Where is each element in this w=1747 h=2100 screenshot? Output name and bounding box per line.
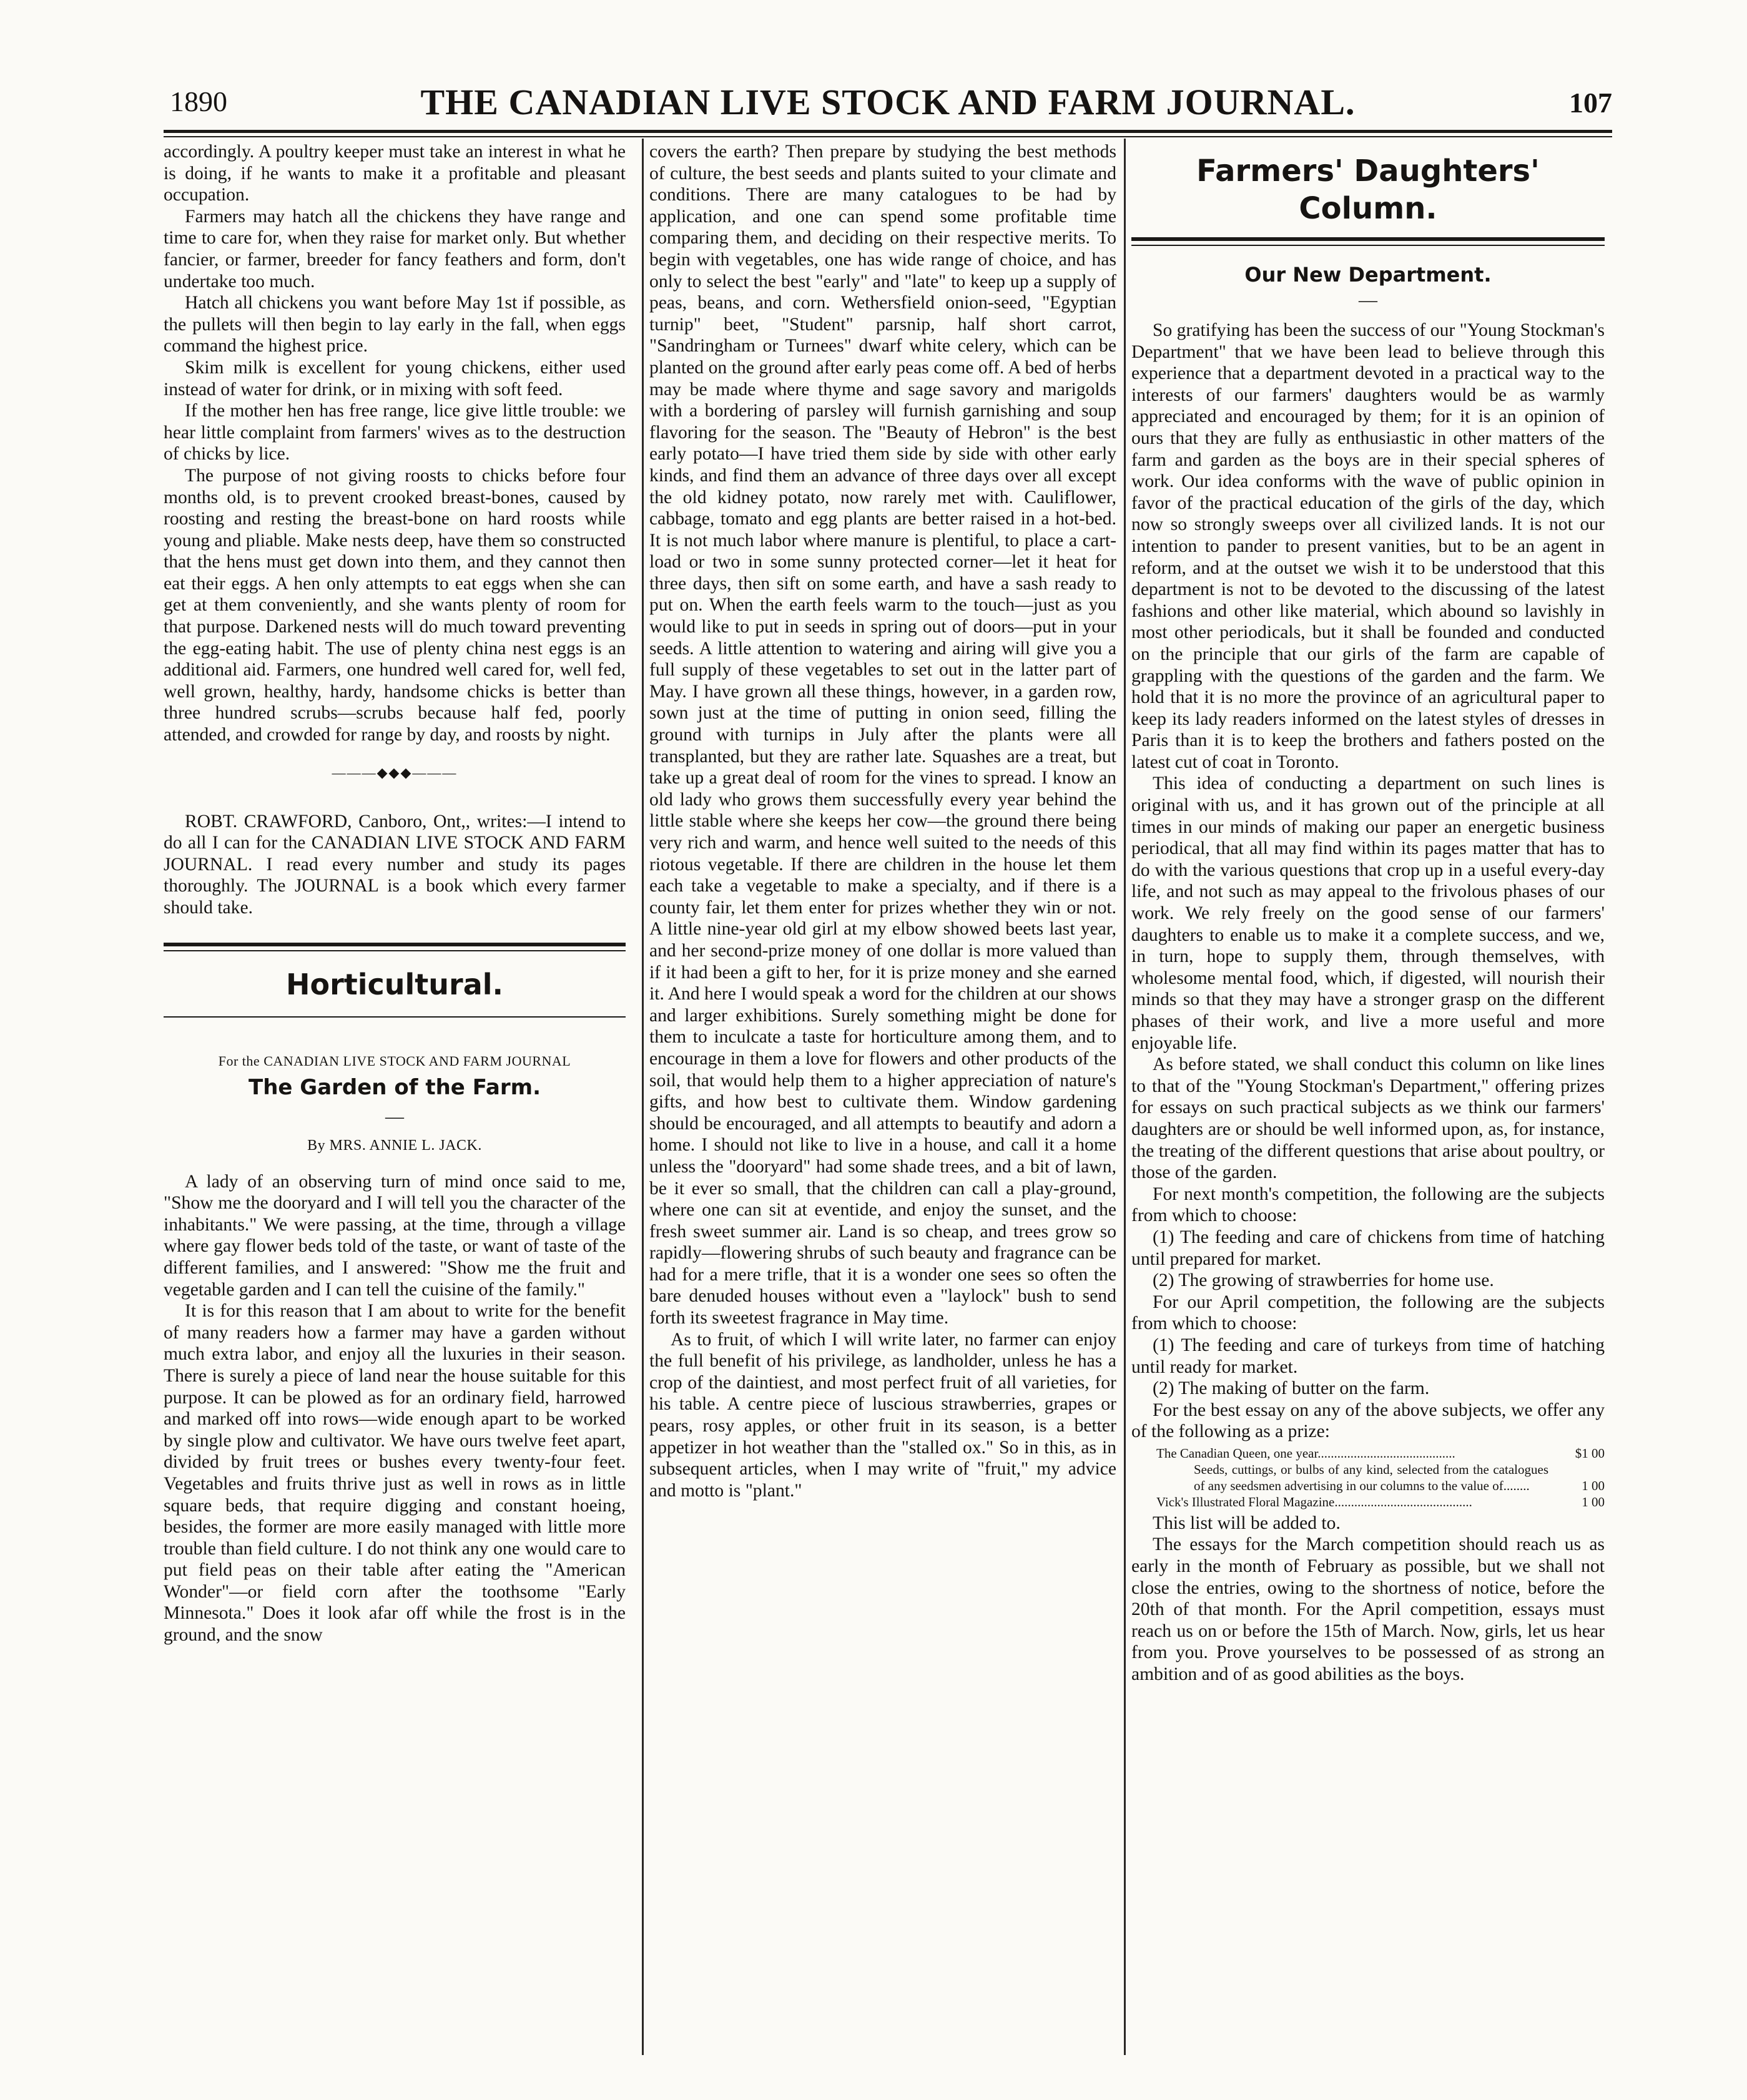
column-2 bbox=[649, 141, 1116, 1501]
article-byline: By MRS. ANNIE L. JACK. bbox=[307, 1137, 482, 1154]
subject-item: (1) The feeding and care of turkeys from time of hatching until ready for market. bbox=[1131, 1335, 1605, 1377]
page-number: 107 bbox=[1569, 87, 1612, 119]
prize-value: 1 00 bbox=[1582, 1478, 1605, 1493]
page-header bbox=[164, 74, 1612, 124]
prize-value: $1 00 bbox=[1575, 1445, 1605, 1461]
subtitle-dash: — bbox=[1359, 290, 1377, 310]
poultry-paragraph: The purpose of not giving roosts to chicks before four months old, is to prevent crooked breast-bones, caused by roosting and resting the breast-bone on hard roosts while young and pliable. Make nests deep, have them so constructed that the hens must get down into them, and they cannot then eat their eggs. A hen only attempts to eat eggs when she can get at them conveniently, and she wants plenty of room for that purpose. Darkened nests will do much toward preventing the egg-eating habit. The use of plenty china nest eggs is an additional aid. Farmers, one hundred well cared for, well fed, well grown, healthy, hardy, handsome chicks is better than three hundred scrubs—scrubs because half fed, poorly attended, and crowded for range by day, and roosts by night. bbox=[164, 465, 626, 745]
page-year: 1890 bbox=[170, 86, 227, 117]
section-rule-thin bbox=[164, 1016, 626, 1018]
journal-title: THE CANADIAN LIVE STOCK AND FARM JOURNAL. bbox=[420, 82, 1356, 122]
article-paragraph: As to fruit, of which I will write later, no farmer can enjoy the full benefit of his privilege, as landholder, unless he has a crop of the daintiest, and most perfect fruit of all varieties, for his table. A centre piece of luscious strawberries, grapes or pears, rosy apples, or other fruit in its season, is a better appetizer in hot weather than the "stalled ox." So in this, as in subsequent articles, when I may write of "fruit," my advice and motto is "plant." bbox=[649, 1329, 1116, 1501]
section-title-horticultural: Horticultural. bbox=[285, 967, 504, 1001]
department-subtitle: Our New Department. bbox=[1244, 263, 1492, 287]
prize-item bbox=[1156, 1494, 1605, 1510]
header-rule bbox=[164, 130, 1612, 133]
prize-name: The Canadian Queen, one year.......................................... bbox=[1156, 1445, 1455, 1461]
reader-letter: ROBT. CRAWFORD, Canboro, Ont,, writes:—I intend to do all I can for the CANADIAN LIVE STOCK AND FARM JOURNAL. I read every number and study its pages thoroughly. The JOURNAL is a book which every farmer should take. bbox=[164, 811, 626, 918]
department-paragraph: As before stated, we shall conduct this column on like lines to that of the "Young Stockman's Department," offering prizes for essays on such practical subjects as we think our farmers' daughters are or should be well informed upon, as, for instance, the treating of the different questions that arise about poultry, or those of the garden. bbox=[1131, 1054, 1605, 1183]
section-rule-thin bbox=[164, 950, 626, 951]
poultry-paragraph: Skim milk is excellent for young chickens, either used instead of water for drink, or in mixing with soft feed. bbox=[164, 357, 626, 400]
department-paragraph: For next month's competition, the following are the subjects from which to choose: bbox=[1131, 1184, 1605, 1226]
department-paragraph: For our April competition, the following are the subjects from which to choose: bbox=[1131, 1292, 1605, 1334]
department-paragraph: So gratifying has been the success of our "Young Stockman's Department" that we have been lead to believe through this experience that a department devoted in a practical way to the interests of our farmers' daughters would be as warmly appreciated and encouraged by them; for it is an opinion of ours that they are fully as enthusiastic in other matters of the farm and garden as the boys are in their special spheres of work. Our idea conforms with the wave of public opinion in favor of the practical education of the girls of the day, which now so strongly sweeps over all civilized lands. It is not our intention to pander to present vanities, but to be an agent in reform, and at the outset we wish it to be understood that this department is not to be devoted to the discussing of the latest fashions and other like material, which abound so lavishly in most other periodicals, but it shall be founded and conducted on the principle that our girls of the farm are capable of grappling with the questions of the garden and the farm. We hold that it is no more the province of an agricultural paper to keep its lady readers informed on the latest styles of dresses in Paris than it is to keep the brothers and fathers posted on the latest cut of coat in Toronto. bbox=[1131, 320, 1605, 772]
title-dash: — bbox=[385, 1106, 404, 1127]
subject-item: (2) The making of butter on the farm. bbox=[1153, 1378, 1430, 1399]
department-paragraph: This list will be added to. bbox=[1153, 1513, 1341, 1533]
prize-name: Vick's Illustrated Floral Magazine.......................................... bbox=[1156, 1494, 1472, 1509]
poultry-paragraph: Farmers may hatch all the chickens they have range and time to care for, when they raise for market only. But whether fancier, or farmer, breeder for fancy feathers and form, don't undertake too much. bbox=[164, 206, 626, 292]
column-3 bbox=[1131, 141, 1605, 1685]
prize-list bbox=[1156, 1445, 1605, 1510]
prize-item bbox=[1156, 1445, 1605, 1461]
section-rule bbox=[1131, 237, 1605, 241]
article-source: For the CANADIAN LIVE STOCK AND FARM JOURNAL bbox=[218, 1052, 571, 1069]
prize-item bbox=[1156, 1461, 1605, 1494]
article-paragraph: It is for this reason that I am about to write for the benefit of many readers how a farmer may have a garden without much extra labor, and enjoy all the luxuries in their season. There is surely a piece of land near the house suitable for this purpose. It can be plowed as for an ordinary field, harrowed and marked off into rows—wide enough apart to be worked by single plow and cultivator. We have ours twelve feet apart, divided by fruit trees or bushes every twenty-four feet. Vegetables and fruits thrive just as well in rows as in little square beds, that require digging and constant hoeing, besides, the former are more easily managed with little more trouble than field culture. I do not think any one would care to put field peas on their table after eating the "American Wonder"—or field corn after the toothsome "Early Minnesota." Does it look afar off while the frost is in the ground, and the snow bbox=[164, 1301, 626, 1646]
department-paragraph: This idea of conducting a department on such lines is original with us, and it has grown out of the principle at all times in our minds of making our paper an energetic business periodical, that all may find within its pages matter that has to do with the various questions that crop up in a useful every-day life, and not such as may appeal to the frivolous phases of our work. We rely freely on the good sense of our farmers' daughters to enable us to make it a complete success, and we, in turn, hope to supply them, through themselves, with wholesome mental food, which, if digested, will nourish their minds so that they may have a stronger grasp on the different phases of their work, and live a more useful and more enjoyable life. bbox=[1131, 773, 1605, 1053]
section-title-farmers-daughters: Farmers' Daughters' Column. bbox=[1196, 154, 1540, 226]
subject-item: (2) The growing of strawberries for home use. bbox=[1153, 1270, 1494, 1291]
poultry-paragraph: Hatch all chickens you want before May 1st if possible, as the pullets will then begin to lay early in the fall, when eggs command the highest price. bbox=[164, 293, 626, 356]
poultry-paragraph: accordingly. A poultry keeper must take an interest in what he is doing, if he wants to make it a profitable and pleasant occupation. bbox=[164, 142, 626, 205]
section-rule-thin bbox=[1131, 245, 1605, 246]
ornament-divider: ———◆◆◆——— bbox=[332, 764, 458, 780]
column-divider-2 bbox=[1124, 139, 1126, 2055]
article-paragraph: covers the earth? Then prepare by studying the best methods of culture, the best seeds and plants suited to your climate and conditions. There are many catalogues to be had by application, and one can spend some profitable time comparing them, and deciding on their respective merits. To begin with vegetables, one has wide range of choice, and has only to select the best "early" and "late" to keep up a supply of peas, beans, and corn. Wethersfield onion-seed, "Egyptian turnip" beet, "Student" parsnip, half short carrot, "Sandringham or Turnees" dwarf white celery, which can be planted on the ground after early peas come off. A bed of herbs may be made where thyme and sage savory and marigolds with a bordering of parsley will furnish garnishing and soup flavoring for the season. The "Beauty of Hebron" is the best early potato—I have tried them side by side with other early kinds, and find them an advance of three days over all except the old kidney potato, now rarely met with. Cauliflower, cabbage, tomato and egg plants are better raised in a hot-bed. It is not much labor where manure is plentiful, to place a cart-load or two in some sunny protected corner—let it heat for three days, then sift on some earth, and have a sash ready to put on. When the earth feels warm to the touch—just as you would like to put in seeds in spring out of doors—put in your seeds. A little attention to watering and airing will give you a full supply of these vegetables to set out in the latter part of May. I have grown all these things, however, in a garden row, sown just at the time of putting in onion seed, filling the ground with turnips in July after the plants were all transplanted, but they are rather late. Squashes are a treat, but take up a great deal of room for the vines to spread. I know an old lady who grows them successfully every year behind the little stable where she keeps her cow—the ground there being very rich and warm, and hence well suited to the needs of this riotous vegetable. If there are children in the house let them each take a vegetable to make a specialty, and if there is a county fair, let them enter for prizes whether they win or not. A little nine-year old girl at my elbow showed beets last year, and her second-prize money of one dollar is more valued than if it had been a gift to her, for it is prize money and she earned it. And here I would speak a word for the children at our shows and larger exhibitions. Surely something might be done for them to inculcate a taste for horticulture among them, and to encourage in them a love for flowers and other products of the soil, that would help them to a higher appreciation of nature's gifts, and how best to cultivate them. Window gardening should be encouraged, and all attempts to beautify and adorn a home. I should not like to live in a house, and call it a home unless the "dooryard" had some shade trees, and a bit of lawn, be it ever so small, that the children can call a play-ground, where one can sit at eventide, and enjoy the sunset, and the fresh sweet summer air. Land is so cheap, and trees grow so rapidly—flowering shrubs of such beauty and fragrance can be had for a mere trifle, that it is a wonder one sees so often the bare denuded houses without even a "laylock" bush to send forth its sweetest fragrance in May time. bbox=[649, 142, 1116, 1328]
column-1 bbox=[164, 141, 626, 1646]
column-divider-1 bbox=[642, 139, 644, 2055]
subject-item: (1) The feeding and care of chickens from time of hatching until prepared for market. bbox=[1131, 1227, 1605, 1269]
department-paragraph: The essays for the March competition should reach us as early in the month of February as possible, but we shall not close the entries, owing to the shortness of notice, before the 20th of that month. For the April competition, essays must reach us on or before the 15th of March. Now, girls, let us hear from you. Prove yourselves to be possessed of as strong an ambition and of as good abilities as the boys. bbox=[1131, 1534, 1605, 1685]
section-rule bbox=[164, 943, 626, 946]
header-rule-thin bbox=[164, 136, 1612, 137]
prize-value: 1 00 bbox=[1582, 1494, 1605, 1509]
poultry-paragraph: If the mother hen has free range, lice give little trouble: we hear little complaint from farmers' wives as to the destruction of chicks by lice. bbox=[164, 401, 626, 464]
article-paragraph: A lady of an observing turn of mind once said to me, "Show me the dooryard and I will tell you the character of the inhabitants." We were passing, at the time, through a village where gay flower beds told of the taste, or want of taste of the different families, and I answered: "Show me the fruit and vegetable garden and I can tell the cuisine of the family." bbox=[164, 1171, 626, 1300]
department-paragraph: For the best essay on any of the above subjects, we offer any of the following as a prize: bbox=[1131, 1400, 1605, 1442]
article-title: The Garden of the Farm. bbox=[249, 1074, 541, 1100]
prize-name: Seeds, cuttings, or bulbs of any kind, selected from the catalogues of any seedsmen advertising in our columns to the value of........ bbox=[1194, 1461, 1548, 1493]
